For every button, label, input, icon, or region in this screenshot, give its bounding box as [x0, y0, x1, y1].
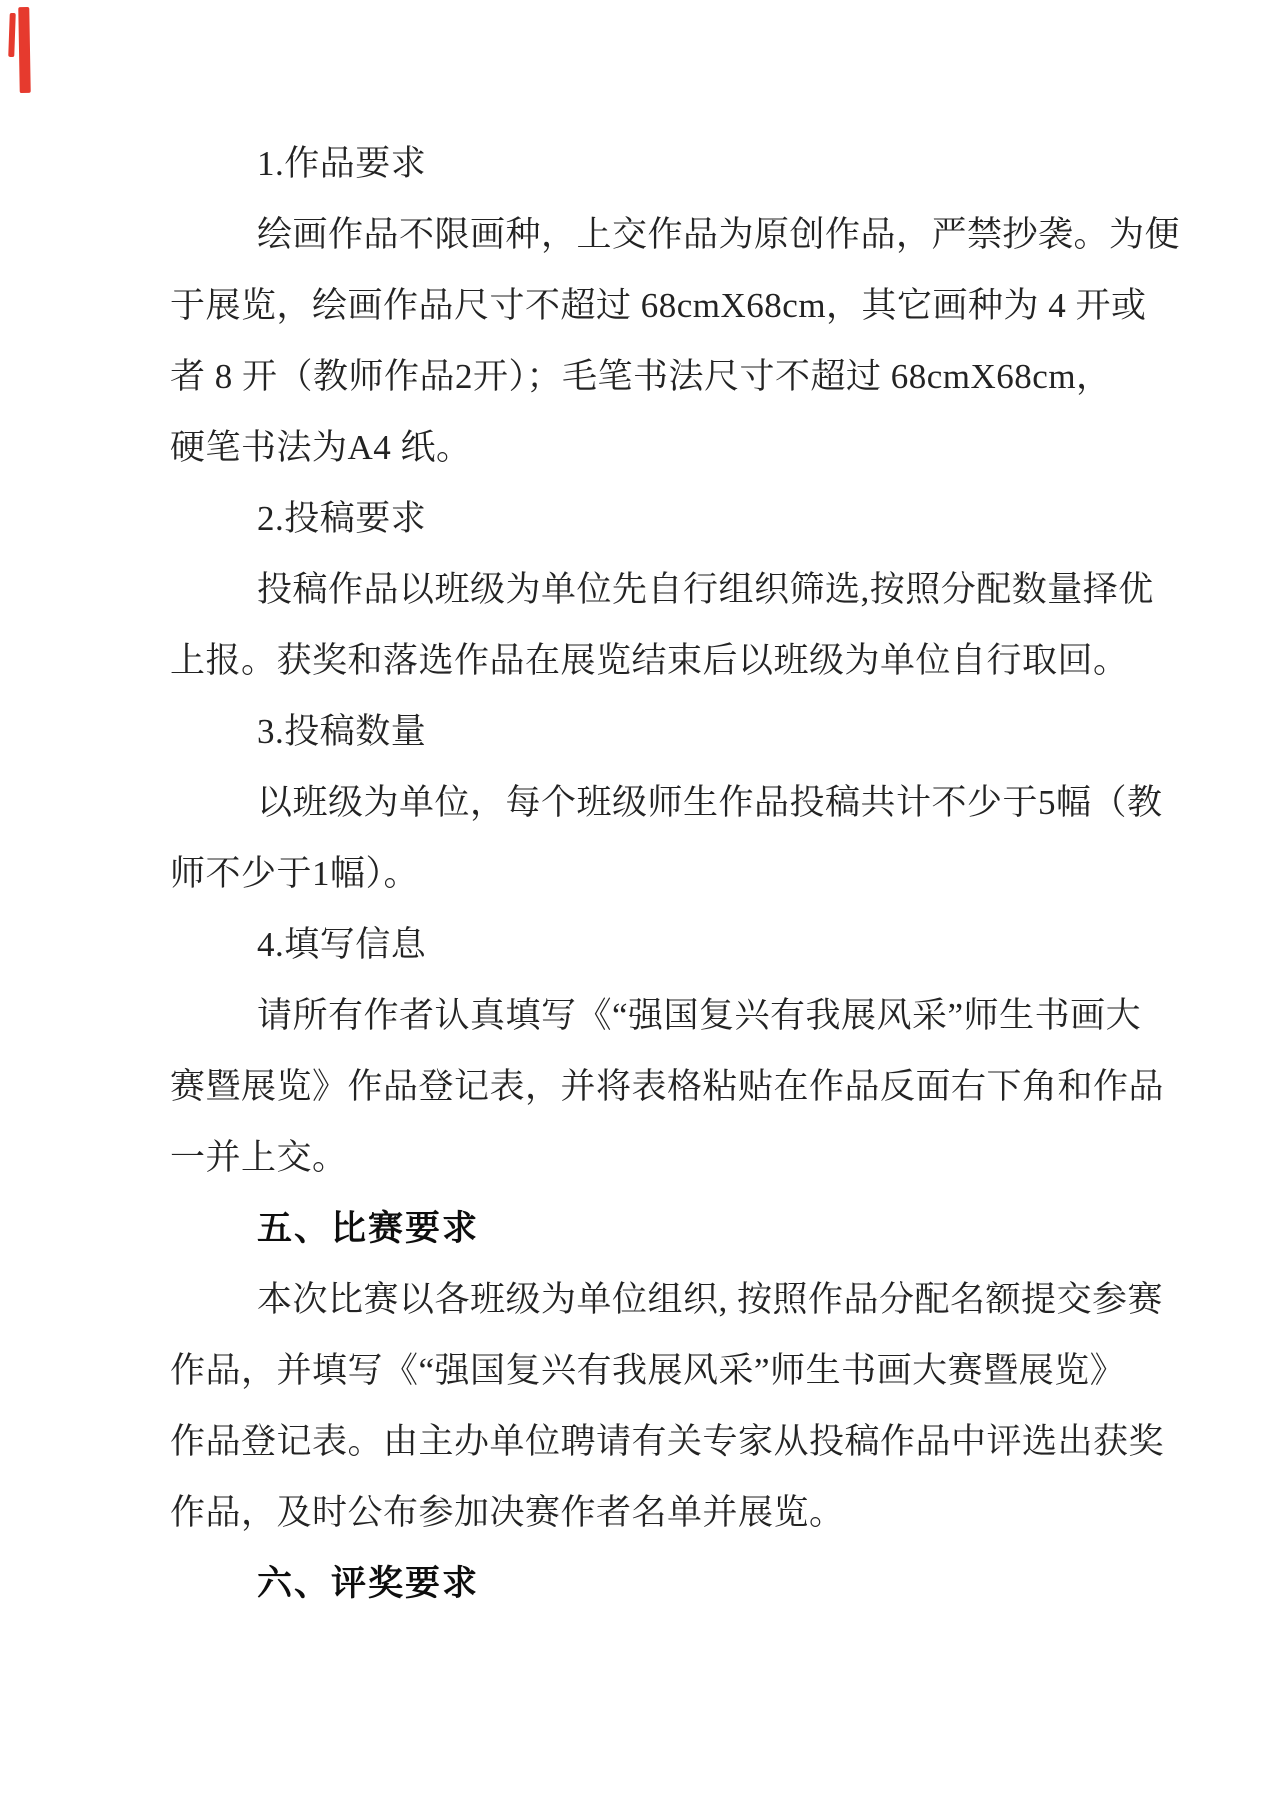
document-line: 3.投稿数量 — [257, 712, 427, 751]
document-line: 绘画作品不限画种，上交作品为原创作品，严禁抄袭。为便 — [257, 215, 1181, 254]
document-line: 于展览，绘画作品尺寸不超过 68cmX68cm，其它画种为 4 开或 — [170, 286, 1147, 325]
document-line: 以班级为单位，每个班级师生作品投稿共计不少于5幅（教 — [257, 783, 1163, 822]
document-line: 上报。获奖和落选作品在展览结束后以班级为单位自行取回。 — [170, 641, 1129, 680]
document-line: 硬笔书法为A4 纸。 — [170, 428, 472, 467]
section-heading: 五、比赛要求 — [257, 1209, 480, 1248]
document-line: 师不少于1幅）。 — [170, 854, 420, 893]
document-line: 2.投稿要求 — [257, 499, 427, 538]
document-line: 赛暨展览》作品登记表，并将表格粘贴在作品反面右下角和作品 — [170, 1067, 1165, 1106]
document-line: 1.作品要求 — [257, 144, 427, 183]
section-heading: 六、评奖要求 — [257, 1564, 480, 1603]
document-line: 本次比赛以各班级为单位组织, 按照作品分配名额提交参赛 — [257, 1280, 1164, 1319]
document-line: 作品，并填写《“强国复兴有我展风采”师生书画大赛暨展览》 — [170, 1351, 1126, 1390]
document-line: 请所有作者认真填写《“强国复兴有我展风采”师生书画大 — [257, 996, 1142, 1035]
red-edge-mark-small — [8, 13, 16, 57]
document-line: 作品登记表。由主办单位聘请有关专家从投稿作品中评选出获奖 — [170, 1422, 1165, 1461]
document-line: 4.填写信息 — [257, 925, 427, 964]
document-line: 投稿作品以班级为单位先自行组织筛选,按照分配数量择优 — [257, 570, 1154, 609]
document-line: 作品，及时公布参加决赛作者名单并展览。 — [170, 1493, 845, 1532]
document-line: 一并上交。 — [170, 1138, 348, 1177]
document-body — [170, 128, 1181, 1619]
red-edge-mark-large — [18, 7, 30, 93]
document-line: 者 8 开（教师作品2开）；毛笔书法尺寸不超过 68cmX68cm， — [170, 357, 1112, 396]
